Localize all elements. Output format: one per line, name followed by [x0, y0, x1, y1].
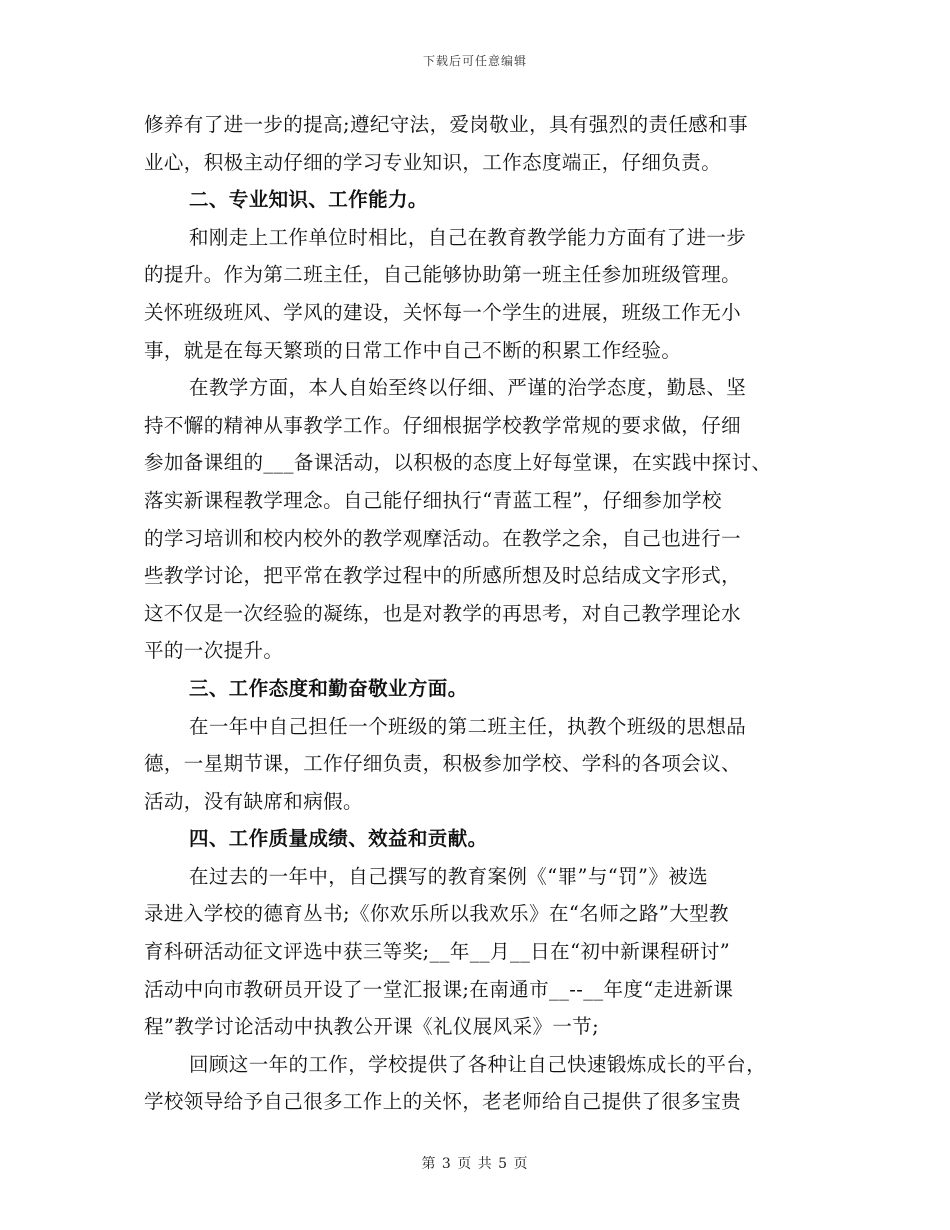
- text-line: 业心，积极主动仔细的学习专业知识，工作态度端正，仔细负责。: [144, 150, 722, 174]
- text-line: 育科研活动征文评选中获三等奖;__年__月__日在“初中新课程研讨”: [144, 940, 731, 964]
- text-line: 活动，没有缺席和病假。: [144, 789, 363, 813]
- text-line: 这不仅是一次经验的凝练，也是对教学的再思考，对自己教学理论水: [144, 601, 742, 625]
- text-line: 的学习培训和校内校外的教学观摩活动。在教学之余，自己也进行一: [144, 526, 742, 550]
- section-heading: 二、专业知识、工作能力。: [189, 188, 428, 212]
- text-line: 关怀班级班风、学风的建设，关怀每一个学生的进展，班级工作无小: [144, 300, 742, 324]
- text-line: 在一年中自己担任一个班级的第二班主任，执教个班级的思想品: [189, 714, 747, 738]
- header-note: 下载后可任意编辑: [422, 54, 527, 68]
- document-body: [144, 106, 824, 1121]
- text-line: 平的一次提升。: [144, 639, 284, 663]
- text-line: 修养有了进一步的提高;遵纪守法，爱岗敬业，具有强烈的责任感和事: [144, 113, 748, 136]
- text-line: 事，就是在每天繁琐的日常工作中自己不断的积累工作经验。: [144, 338, 682, 362]
- text-line: 活动中向市教研员开设了一堂汇报课;在南通市__--__年度“走进新课: [144, 977, 734, 1001]
- text-line: 些教学讨论，把平常在教学过程中的所感所想及时总结成文字形式，: [144, 564, 742, 588]
- text-line: 落实新课程教学理念。自己能仔细执行“青蓝工程”，仔细参加学校: [144, 488, 722, 512]
- text-line: 学校领导给予自己很多工作上的关怀，老老师给自己提供了很多宝贵: [144, 1090, 742, 1114]
- text-line: 持不懈的精神从事教学工作。仔细根据学校教学常规的要求做，仔细: [144, 413, 742, 437]
- section-heading: 三、工作态度和勤奋敬业方面。: [189, 676, 468, 700]
- text-line: 参加备课组的___备课活动，以积极的态度上好每堂课，在实践中探讨、: [144, 451, 772, 475]
- text-line: 录进入学校的德育丛书;《你欢乐所以我欢乐》在“名师之路”大型教: [144, 902, 729, 926]
- section-heading: 四、工作质量成绩、效益和贡献。: [189, 827, 488, 851]
- text-line: 德，一星期节课，工作仔细负责，积极参加学校、学科的各项会议、: [144, 752, 742, 776]
- text-line: 程”教学讨论活动中执教公开课《礼仪展风采》一节;: [144, 1015, 600, 1039]
- page-footer: 第 3 页 共 5 页: [421, 1156, 529, 1172]
- text-line: 在教学方面，本人自始至终以仔细、严谨的治学态度，勤恳、坚: [189, 376, 747, 400]
- text-line: 在过去的一年中，自己撰写的教育案例《“罪”与“罚”》被选: [189, 864, 709, 888]
- text-line: 的提升。作为第二班主任，自己能够协助第一班主任参加班级管理。: [144, 263, 742, 287]
- text-line: 和刚走上工作单位时相比，自己在教育教学能力方面有了进一步: [189, 225, 747, 249]
- text-line: 回顾这一年的工作，学校提供了各种让自己快速锻炼成长的平台，: [189, 1052, 767, 1076]
